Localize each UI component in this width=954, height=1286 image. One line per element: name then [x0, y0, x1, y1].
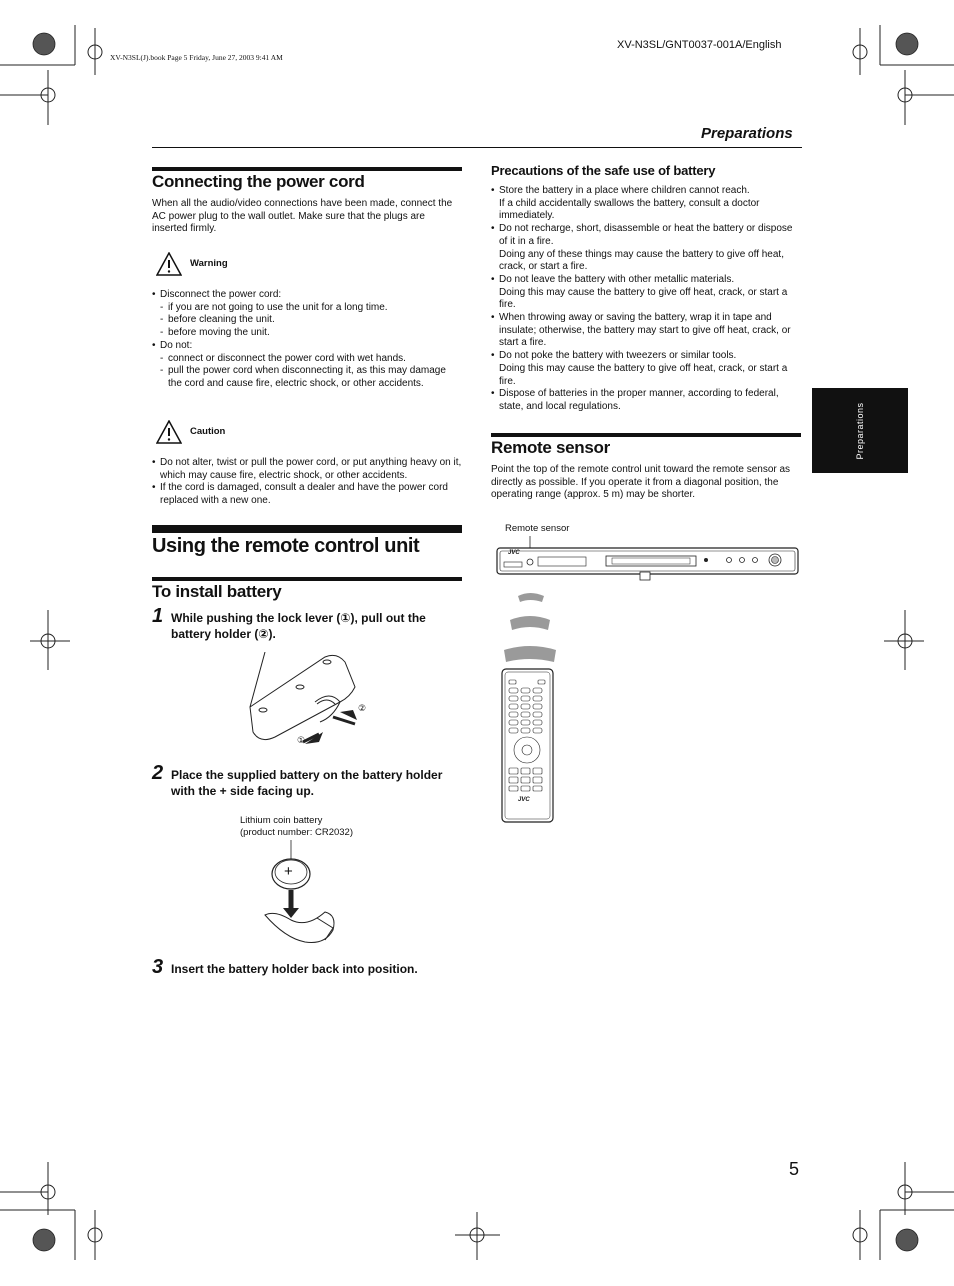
list-item [491, 223, 801, 274]
list-item-text: • Do not recharge, short, disassemble or heat the battery or dispose of it in a fire. [499, 223, 793, 247]
battery-holder-figure [245, 652, 375, 752]
side-tab-label: Preparations [855, 401, 865, 460]
caption-line: (product number: CR2032) [240, 827, 353, 838]
list-item [491, 388, 801, 413]
caution-icon [156, 420, 182, 444]
list-item-text: Doing this may cause the battery to give off heat, crack, or start a fire. [499, 286, 788, 311]
power-cord-intro: When all the audio/video connections have been made, connect the AC power plug to the wall outlet. Make sure that the plugs are inserted firmly. [152, 198, 453, 235]
holder-callout: ② [358, 703, 367, 713]
list-subitem: - before moving the unit. [160, 327, 462, 340]
power-cord-heading: Connecting the power cord [152, 172, 365, 191]
step-number: 3 [152, 956, 164, 978]
list-item-text: Doing any of these things may cause the battery to give off heat, crack, or start a fire. [499, 248, 784, 273]
install-battery-heading: To install battery [152, 582, 282, 601]
section-title: Preparations [701, 125, 793, 142]
dvd-player-figure [496, 536, 800, 582]
list-item: • Do not alter, twist or pull the power cord, or put anything heavy on it, which may cause fire, electric shock, or other accidents. [152, 457, 462, 482]
remote-sensor-figure-label: Remote sensor [505, 523, 570, 534]
coin-battery-figure [255, 840, 345, 950]
step-number: 1 [152, 605, 164, 627]
side-tab [812, 388, 908, 473]
step-number: 2 [152, 762, 164, 784]
brand-logo: JVC [508, 550, 520, 556]
step-text: Place the supplied battery on the battery holder with the + side facing up. [171, 768, 443, 798]
section-bar [491, 433, 801, 437]
list-item-text: Do not: [160, 339, 193, 351]
list-item-text: • Store the battery in a place where children cannot reach. [499, 185, 750, 196]
section-bar [152, 577, 462, 581]
list-item [491, 350, 801, 388]
remote-sensor-text: Point the top of the remote control unit toward the remote sensor as directly as possible. If you operate it from a diagonal position, the operating range (approx. 5 m) may be shorter. [491, 464, 791, 501]
remote-unit-heading: Using the remote control unit [152, 535, 420, 557]
list-item [491, 312, 801, 350]
remote-brand-logo: JVC [518, 797, 530, 803]
list-subitem: - if you are not going to use the unit for a long time. [160, 302, 462, 315]
battery-plus-sign: + [284, 863, 293, 880]
list-subitem: - pull the power cord when disconnecting it, as this may damage the cord and cause fire, electric shock, or other accidents. [160, 365, 462, 390]
signal-waves [500, 588, 560, 668]
step-text: While pushing the lock lever (①), pull out the battery holder (②). [171, 611, 426, 641]
battery-caption [240, 815, 353, 839]
doc-id: XV-N3SL/GNT0037-001A/English [617, 39, 782, 51]
page-number: 5 [789, 1159, 800, 1179]
section-bar [152, 525, 462, 533]
section-bar [152, 167, 462, 171]
warning-label: Warning [190, 258, 228, 269]
list-item-text: • Dispose of batteries in the proper manner, according to federal, state, and local regulations. [499, 388, 779, 412]
book-meta: XV-N3SL(J).book Page 5 Friday, June 27, 2003 9:41 AM [110, 53, 283, 62]
list-item-text: Disconnect the power cord: [160, 289, 282, 300]
precautions-heading: Precautions of the safe use of battery [491, 163, 716, 178]
list-subitem: - before cleaning the unit. [160, 314, 462, 327]
list-subitem: - connect or disconnect the power cord with wet hands. [160, 353, 462, 366]
caution-label: Caution [190, 426, 226, 437]
warning-icon [156, 252, 182, 276]
list-item-text: • Do not leave the battery with other metallic materials. [499, 273, 735, 285]
list-item [491, 274, 801, 312]
list-item [152, 340, 462, 391]
precautions-list [491, 185, 801, 414]
list-item [491, 185, 801, 223]
step-text: Insert the battery holder back into position. [171, 962, 418, 976]
list-item [152, 289, 462, 340]
list-item: • If the cord is damaged, consult a dealer and have the power cord replaced with a new one. [152, 482, 462, 507]
header-rule [152, 147, 802, 148]
list-item-text: Doing this may cause the battery to give off heat, crack, or start a fire. [499, 362, 788, 387]
remote-sensor-heading: Remote sensor [491, 438, 610, 457]
caption-line: Lithium coin battery [240, 815, 323, 826]
list-item-text: • Do not poke the battery with tweezers or similar tools. [499, 350, 737, 362]
list-item-text: • When throwing away or saving the battery, wrap it in tape and insulate; otherwise, the battery may start to give off heat, crack, or start a fire. [499, 312, 791, 349]
warning-list [152, 289, 462, 391]
list-item-text: If a child accidentally swallows the battery, consult a doctor immediately. [499, 197, 760, 222]
lever-callout: ① [297, 735, 306, 745]
caution-list [152, 457, 462, 508]
